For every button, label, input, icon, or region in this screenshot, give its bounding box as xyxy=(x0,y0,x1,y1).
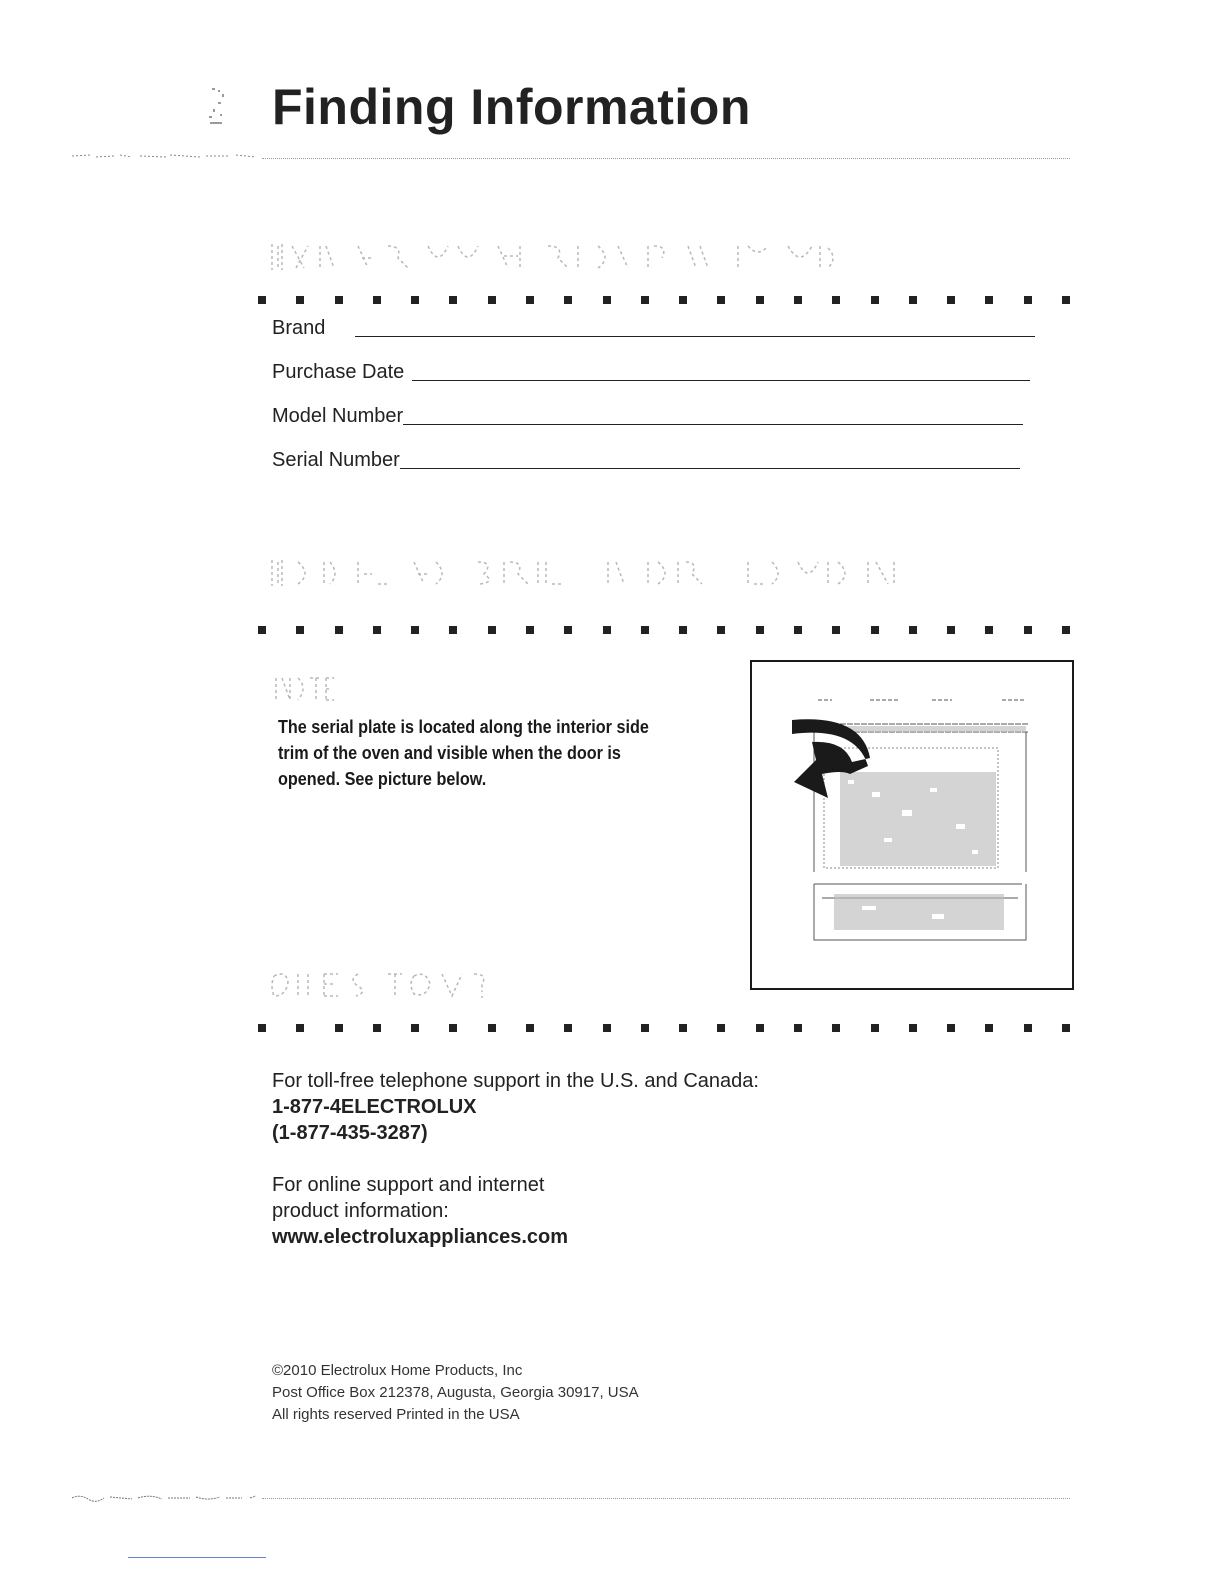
footer-rule xyxy=(262,1498,1070,1499)
phone-support xyxy=(272,1068,759,1146)
section-heading-record xyxy=(268,238,848,278)
serial-number-label: Serial Number xyxy=(272,449,400,471)
online-support xyxy=(272,1172,568,1250)
phone-number-digits[interactable]: (1-877-435-3287) xyxy=(272,1122,428,1144)
website-link[interactable]: www.electroluxappliances.com xyxy=(272,1226,569,1248)
brand-input-line[interactable] xyxy=(355,336,1035,337)
section-divider-questions xyxy=(258,1022,1070,1034)
header-rule xyxy=(262,158,1070,159)
purchase-date-label: Purchase Date xyxy=(272,361,405,383)
serial-number-field[interactable] xyxy=(272,449,1020,472)
footer-blue-underline xyxy=(128,1557,266,1558)
rights-line: All rights reserved Printed in the USA xyxy=(272,1406,520,1423)
address-line: Post Office Box 212378, Augusta, Georgia 30917, USA xyxy=(272,1384,639,1401)
model-number-label: Model Number xyxy=(272,405,404,427)
copyright-line: ©2010 Electrolux Home Products, Inc xyxy=(272,1362,523,1379)
online-intro-line1: For online support and internet xyxy=(272,1174,545,1196)
serial-plate-location-figure xyxy=(750,660,1074,990)
page-number-mark xyxy=(198,84,238,130)
section-heading-questions xyxy=(268,966,498,1006)
section-divider-record xyxy=(258,294,1070,306)
copyright-block xyxy=(272,1360,639,1426)
brand-label: Brand xyxy=(272,317,326,339)
brand-field[interactable] xyxy=(272,317,1035,340)
page-title: Finding Information xyxy=(272,79,751,135)
serial-number-input-line[interactable] xyxy=(400,468,1020,469)
note-text: The serial plate is located along the interior side trim of the oven and visible when the door is opened. See picture below. xyxy=(278,717,649,789)
footer-scribble xyxy=(70,1490,260,1504)
phone-intro: For toll-free telephone support in the U.S. and Canada: xyxy=(272,1070,759,1092)
purchase-date-input-line[interactable] xyxy=(412,380,1030,381)
purchase-date-field[interactable] xyxy=(272,361,1030,384)
oven-illustration xyxy=(752,662,1072,988)
model-number-input-line[interactable] xyxy=(403,424,1023,425)
header-scribble xyxy=(70,150,260,162)
model-number-field[interactable] xyxy=(272,405,1023,428)
note-label xyxy=(274,674,334,704)
section-heading-location xyxy=(268,554,918,594)
phone-number-letters[interactable]: 1-877-4ELECTROLUX xyxy=(272,1096,477,1118)
online-intro-line2: product information: xyxy=(272,1200,449,1222)
section-divider-location xyxy=(258,624,1070,636)
